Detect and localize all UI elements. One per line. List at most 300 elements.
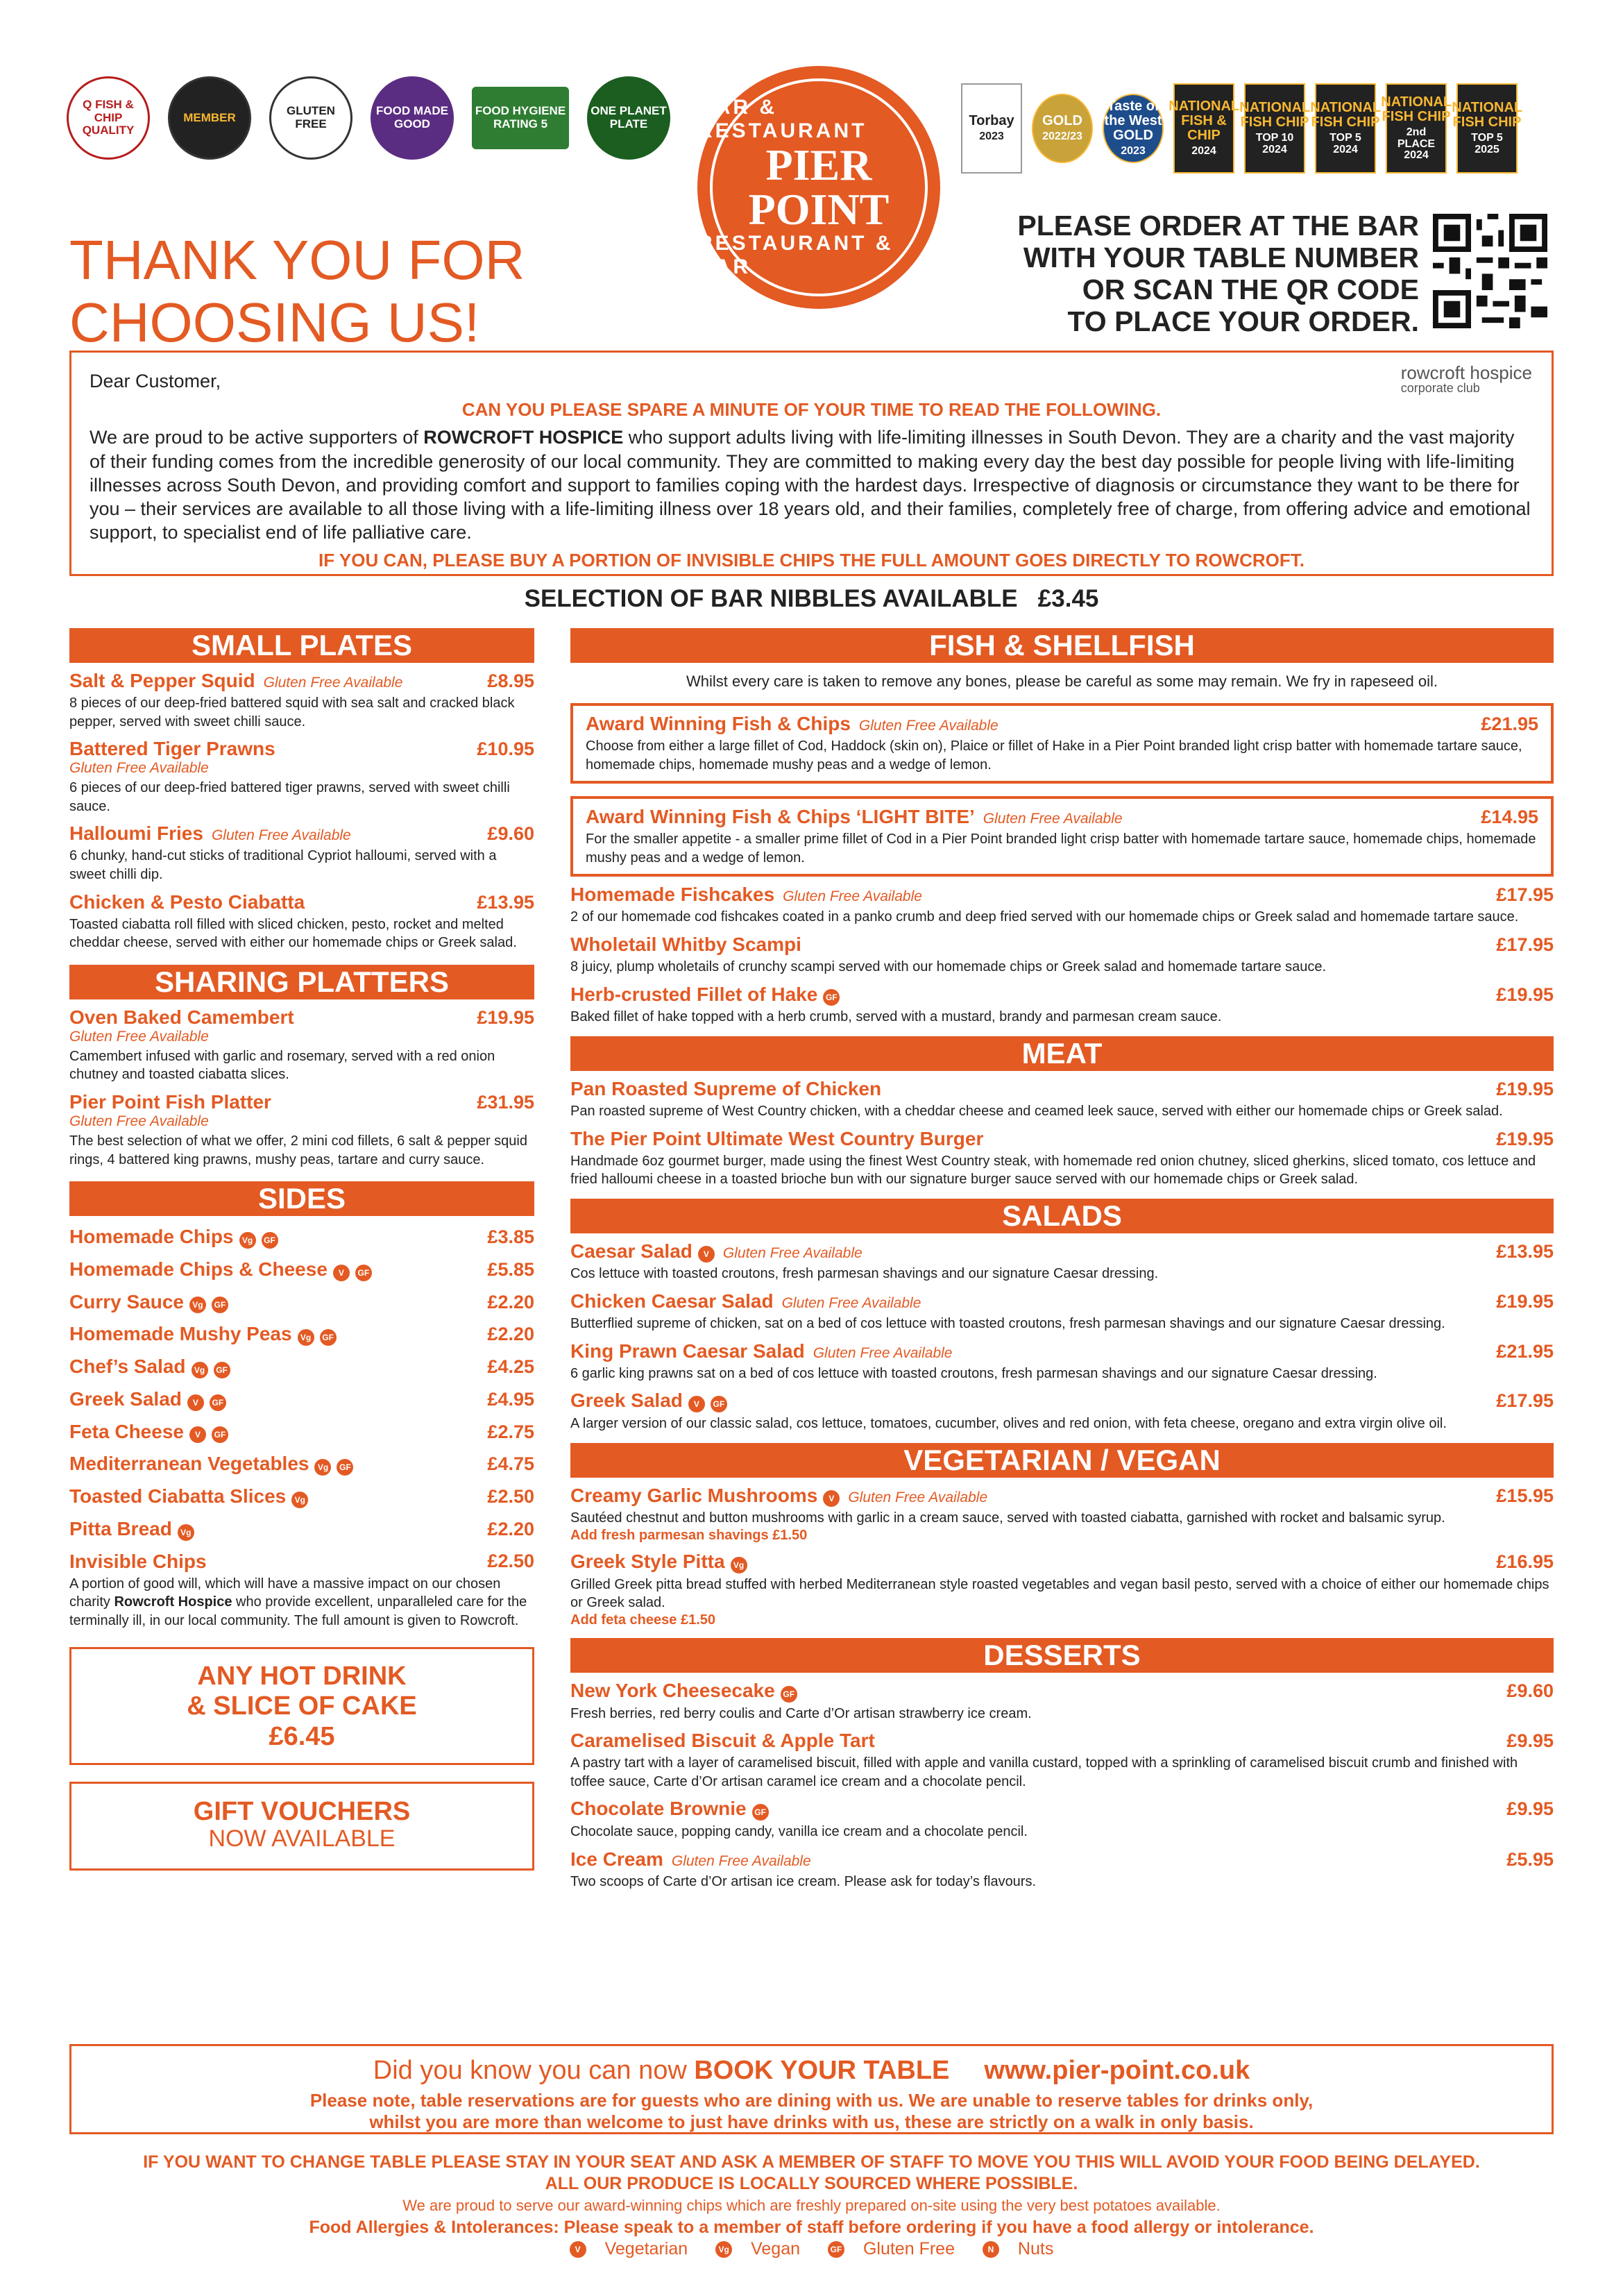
- booking-note-2: whilst you are more than welcome to just have drinks with us, these are strictly on a walk in only basis.: [369, 2111, 1254, 2133]
- footer-line-2: ALL OUR PRODUCE IS LOCALLY SOURCED WHERE POSSIBLE.: [545, 2174, 1078, 2194]
- item-desc: 6 garlic king prawns sat on a bed of cos lettuce with toasted croutons, fresh parmesan shavings and our signature Caesar dressing.: [570, 1365, 1377, 1381]
- item-row: [69, 891, 534, 913]
- rowcroft-name: rowcroft hospice: [1400, 362, 1532, 383]
- item-title: [570, 1078, 881, 1100]
- gf-icon: GF: [752, 1804, 769, 1821]
- vg-icon: Vg: [715, 2241, 732, 2258]
- item-title: [570, 1848, 811, 1871]
- item-row: [570, 1798, 1554, 1821]
- pier-point-logo: [697, 66, 940, 309]
- item-name: Pan Roasted Supreme of Chicken: [570, 1077, 882, 1099]
- gold-award-badge: GOLD 2022/23: [1032, 94, 1093, 163]
- gf-note: Gluten Free Available: [69, 760, 209, 777]
- item-price: £17.95: [1496, 934, 1554, 955]
- item-price: £19.95: [1496, 1291, 1554, 1312]
- item-name: Caesar Salad: [570, 1240, 692, 1262]
- item-desc: Butterflied supreme of chicken, sat on a bed of cos lettuce with toasted croutons, fresh parmesan shavings and our signature Caesar dressing.: [570, 1316, 1445, 1332]
- v-icon: V: [698, 1246, 715, 1263]
- legend-item: [708, 2239, 807, 2259]
- gf-icon: GF: [210, 1394, 226, 1411]
- item-row: [69, 1091, 534, 1113]
- item-name: Homemade Chips: [69, 1226, 234, 1248]
- item-name: Greek Style Pitta: [570, 1550, 725, 1572]
- item-row: [570, 1848, 1554, 1871]
- menu-item: [570, 934, 1554, 977]
- v-icon: V: [333, 1265, 350, 1281]
- order-instructions: [951, 210, 1419, 338]
- item-row: [570, 1680, 1554, 1703]
- side-title: [69, 1291, 228, 1314]
- menu-item: [570, 1730, 1554, 1791]
- item-desc: The best selection of what we offer, 2 mini cod fillets, 6 salt & pepper squid rings, 4 battered king prawns, mushy peas, tartare and curry sauce.: [69, 1133, 527, 1167]
- item-desc: Cos lettuce with toasted croutons, fresh parmesan shavings and our signature Caesar dressing.: [570, 1266, 1159, 1282]
- gf-icon: GF: [212, 1426, 228, 1443]
- item-row: [570, 1485, 1554, 1508]
- item-name: Chicken Caesar Salad: [570, 1290, 774, 1312]
- right-column: [570, 628, 1554, 1891]
- menu-item: [570, 984, 1554, 1027]
- item-title: [69, 1091, 271, 1113]
- desserts-list: [570, 1680, 1554, 1891]
- gf-icon: GF: [355, 1265, 372, 1281]
- section-fish-shellfish: FISH & SHELLFISH: [570, 628, 1554, 663]
- gf-icon: GF: [212, 1297, 228, 1313]
- item-price: £19.95: [1496, 984, 1554, 1005]
- item-desc: 6 chunky, hand-cut sticks of traditional Cypriot halloumi, served with a sweet chilli dip.: [69, 848, 497, 882]
- menu-item: [570, 1290, 1554, 1333]
- rowcroft-sub: corporate club: [1400, 381, 1480, 395]
- item-name: Feta Cheese: [69, 1420, 184, 1442]
- dietary-legend: [0, 2239, 1623, 2259]
- gf-icon: GF: [214, 1362, 230, 1378]
- side-item: [69, 1453, 534, 1476]
- n-icon: N: [983, 2241, 999, 2258]
- item-price: £2.50: [487, 1551, 534, 1572]
- item-title: [570, 1485, 987, 1508]
- item-title: [570, 1240, 863, 1263]
- item-price: £21.95: [1496, 1340, 1554, 1362]
- side-item: [69, 1485, 534, 1508]
- vg-icon: Vg: [239, 1232, 256, 1249]
- booking-box: Did you know you can now BOOK YOUR TABLE www.pier-point.co.uk Please note, table reservations are for guests who are dining with us. We are unable to reserve tables for drinks only, whilst you are more than welcome to just have drinks with us, these are strictly on a walk in only basis.: [69, 2044, 1554, 2134]
- item-desc: Toasted ciabatta roll filled with sliced chicken, pesto, rocket and melted cheddar cheese, served with either our homemade chips or Greek salad.: [69, 916, 517, 951]
- legend-label: Vegan: [746, 2238, 801, 2259]
- item-title: [570, 1340, 952, 1362]
- item-price: £19.95: [477, 1006, 534, 1028]
- side-item: [69, 1226, 534, 1249]
- item-row: [69, 670, 534, 692]
- item-price: £21.95: [1481, 714, 1538, 734]
- item-desc: 8 pieces of our deep-fried battered squid with sea salt and cracked black pepper, served with sweet chilli sauce.: [69, 695, 515, 729]
- footer-line-1: IF YOU WANT TO CHANGE TABLE PLEASE STAY IN YOUR SEAT AND ASK A MEMBER OF STAFF TO MOVE YOU THIS WILL AVOID YOUR FOOD BEING DELAYED.: [143, 2152, 1480, 2172]
- item-name: Wholetail Whitby Scampi: [570, 933, 801, 955]
- charity-notice: [69, 351, 1554, 576]
- side-title: [69, 1551, 207, 1573]
- item-price: £15.95: [1496, 1485, 1554, 1506]
- item-title: [570, 1290, 921, 1312]
- menu-item: [570, 1128, 1554, 1189]
- item-price: £16.95: [1496, 1551, 1554, 1572]
- gift-voucher-promo: GIFT VOUCHERS NOW AVAILABLE: [69, 1782, 534, 1871]
- v-icon: V: [189, 1426, 206, 1443]
- order-line: WITH YOUR TABLE NUMBER: [1023, 241, 1419, 273]
- vg-icon: Vg: [314, 1459, 331, 1476]
- item-price: £4.25: [487, 1356, 534, 1378]
- item-row: [570, 1730, 1554, 1752]
- menu-item: [570, 1551, 1554, 1628]
- menu-item: [69, 670, 534, 731]
- item-title: [570, 1680, 797, 1703]
- item-title: [69, 891, 305, 913]
- national-fish-chip-badge-1: NATIONAL FISH & CHIP 2024: [1173, 83, 1234, 174]
- item-title: [570, 1551, 747, 1573]
- item-price: £9.60: [487, 823, 534, 845]
- fish-note: Whilst every care is taken to remove any bones, please be careful as some may remain. We fry in rapeseed oil.: [686, 673, 1438, 690]
- item-price: £17.95: [1496, 884, 1554, 906]
- item-name: Ice Cream: [570, 1848, 663, 1870]
- qr-code-icon[interactable]: [1433, 214, 1547, 328]
- legend-item: [563, 2239, 695, 2259]
- logo-bottom-text: RESTAURANT & BAR: [697, 232, 894, 278]
- gf-note: Gluten Free Available: [983, 811, 1123, 827]
- footer-line-3: We are proud to serve our award-winning chips which are freshly prepared on-site using the very best potatoes available.: [402, 2196, 1221, 2214]
- item-price: £5.95: [1506, 1848, 1554, 1870]
- side-item: [69, 1388, 534, 1411]
- item-name: Halloumi Fries: [69, 822, 203, 845]
- menu-item: [570, 884, 1554, 927]
- award-fish-box: [570, 703, 1554, 784]
- item-desc: Handmade 6oz gourmet burger, made using the finest West Country steak, with homemade red onion chutney, sliced gherkins, sliced tomato, cos lettuce and fried halloumi cheese in a toasted brioche bun with our signature burger sauce served with our homemade chips or Greek salad.: [570, 1153, 1536, 1188]
- item-price: £2.20: [487, 1291, 534, 1312]
- gf-note: Gluten Free Available: [263, 675, 403, 691]
- item-price: £4.75: [487, 1453, 534, 1475]
- item-addon: Add fresh parmesan shavings £1.50: [570, 1527, 808, 1543]
- legend-item: [976, 2239, 1060, 2259]
- gf-note: Gluten Free Available: [211, 827, 351, 844]
- national-fish-chip-badge-4: NATIONAL FISH CHIP 2nd PLACE 2024: [1386, 83, 1447, 174]
- section-salads: SALADS: [570, 1199, 1554, 1233]
- vg-icon: Vg: [189, 1297, 206, 1313]
- item-price: £4.95: [487, 1388, 534, 1410]
- rowcroft-logo: [1401, 364, 1532, 394]
- footer: [0, 2152, 1623, 2259]
- item-name: Chef’s Salad: [69, 1356, 186, 1378]
- booking-note-1: Please note, table reservations are for guests who are dining with us. We are unable to reserve tables for drinks only,: [309, 2090, 1314, 2111]
- side-item: [69, 1323, 534, 1346]
- item-price: £13.95: [1496, 1240, 1554, 1262]
- gf-icon: GF: [320, 1329, 337, 1346]
- item-name: Battered Tiger Prawns: [69, 738, 275, 760]
- section-vegetarian-vegan: VEGETARIAN / VEGAN: [570, 1443, 1554, 1478]
- item-price: £9.60: [1506, 1680, 1554, 1701]
- item-desc: Sautéed chestnut and button mushrooms with garlic in a cream sauce, served with toasted ciabatta, garnished with rocket and balsamic syrup.: [570, 1510, 1445, 1526]
- item-price: £13.95: [477, 891, 534, 913]
- gf-icon: GF: [823, 989, 840, 1006]
- sharing-list: [69, 1006, 534, 1169]
- side-title: [69, 1518, 194, 1541]
- award-badges-left: [67, 76, 670, 160]
- logo-brand-line2: POINT: [748, 185, 890, 234]
- national-fish-chip-badge-5: NATIONAL FISH CHIP TOP 5 2025: [1456, 83, 1518, 174]
- item-name: Homemade Mushy Peas: [69, 1323, 292, 1345]
- gf-note: Gluten Free Available: [783, 888, 922, 905]
- menu-item: [69, 891, 534, 952]
- vg-icon: Vg: [178, 1524, 194, 1541]
- item-price: £9.95: [1506, 1798, 1554, 1820]
- notice-body: We are proud to be active supporters of ROWCROFT HOSPICE who support adults living with life-limiting illnesses in South Devon. They are a charity and the vast majority of their funding comes from the incredible generosity of our local community. They are committed to making every day the best day possible for people living with life-limiting illnesses across South Devon, and providing comfort and support to families coping with the hardest days. Irrespective of diagnosis or circumstance they want to be there for you – their services are available to all those living with a life-limiting illness over 18 years old, and their families, completely free of charge, from offering advice and emotional support, to specialist end of life palliative care.: [90, 427, 1531, 543]
- menu-item: [570, 1340, 1554, 1383]
- item-title: [570, 1128, 983, 1150]
- legend-label: Gluten Free: [858, 2238, 955, 2259]
- item-desc: A larger version of our classic salad, cos lettuce, tomatoes, cucumber, olives and red onion, with feta cheese, oregano and extra virgin olive oil.: [570, 1416, 1447, 1432]
- gf-icon: GF: [828, 2241, 844, 2258]
- one-planet-plate-badge: ONE PLANET PLATE: [587, 76, 670, 160]
- item-desc: 8 juicy, plump wholetails of crunchy scampi served with our homemade chips or Greek salad and homemade tartare sauce.: [570, 959, 1327, 974]
- national-fish-chip-badge-2: NATIONAL FISH CHIP TOP 10 2024: [1244, 83, 1305, 174]
- gf-note: Gluten Free Available: [69, 1113, 209, 1129]
- item-title: [570, 1798, 769, 1821]
- item-title: [570, 884, 922, 906]
- gf-note: Gluten Free Available: [848, 1489, 988, 1505]
- item-name: Curry Sauce: [69, 1290, 184, 1312]
- item-desc: Camembert infused with garlic and rosemary, served with a red onion chutney and toasted ciabatta slices.: [69, 1048, 495, 1083]
- salads-list: [570, 1240, 1554, 1433]
- menu-item: [69, 1091, 534, 1169]
- side-item: [69, 1258, 534, 1281]
- item-desc: Chocolate sauce, popping candy, vanilla ice cream and a chocolate pencil.: [570, 1824, 1028, 1840]
- menu-item: [570, 1078, 1554, 1121]
- food-made-good-badge: FOOD MADE GOOD: [371, 76, 454, 160]
- item-name: Oven Baked Camembert: [69, 1006, 294, 1028]
- item-title: [69, 738, 275, 760]
- veg-list: [570, 1485, 1554, 1628]
- website-link[interactable]: www.pier-point.co.uk: [984, 2056, 1250, 2085]
- footer-line-4: Food Allergies & Intolerances: Please speak to a member of staff before ordering if you have a food allergy or intolerance.: [309, 2217, 1314, 2237]
- item-desc: A pastry tart with a layer of caramelised biscuit, filled with apple and vanilla custard, topped with a sprinkling of caramelised biscuit crumb and finished with toffee sauce, Carte d’Or artisan caramel ice cream and a chocolate pencil.: [570, 1755, 1518, 1789]
- item-name: Chocolate Brownie: [570, 1798, 747, 1820]
- v-icon: V: [570, 2241, 586, 2258]
- gf-icon: GF: [711, 1396, 727, 1412]
- item-name: New York Cheesecake: [570, 1679, 775, 1701]
- side-title: [69, 1421, 228, 1444]
- item-name: Award Winning Fish & Chips ‘LIGHT BITE’: [586, 806, 975, 828]
- notice-heading: CAN YOU PLEASE SPARE A MINUTE OF YOUR TIME TO READ THE FOLLOWING.: [461, 399, 1162, 421]
- item-title: [570, 984, 840, 1006]
- item-price: £10.95: [477, 738, 534, 760]
- order-line: TO PLACE YOUR ORDER.: [1067, 305, 1419, 337]
- left-column: [69, 628, 534, 1871]
- gf-icon: GF: [781, 1686, 797, 1703]
- item-name: Award Winning Fish & Chips: [586, 713, 851, 734]
- item-desc: For the smaller appetite - a smaller prime fillet of Cod in a Pier Point branded light crisp batter with homemade tartare sauce, homemade chips, homemade mushy peas and a wedge of lemon.: [586, 832, 1536, 866]
- item-row: [570, 1078, 1554, 1100]
- item-row: [69, 822, 534, 845]
- item-name: Chicken & Pesto Ciabatta: [69, 890, 305, 913]
- menu-item: [570, 1485, 1554, 1544]
- sides-list: [69, 1226, 534, 1573]
- item-name: Toasted Ciabatta Slices: [69, 1485, 287, 1508]
- notice-footer: IF YOU CAN, PLEASE BUY A PORTION OF INVISIBLE CHIPS THE FULL AMOUNT GOES DIRECTLY TO ROWCROFT.: [318, 549, 1305, 571]
- section-sharing-platters: SHARING PLATTERS: [69, 965, 534, 999]
- item-desc: Pan roasted supreme of West Country chicken, with a cheddar cheese and ceamed leek sauce, served with either our homemade chips or Greek salad.: [570, 1103, 1503, 1119]
- gf-note: Gluten Free Available: [671, 1852, 811, 1869]
- menu-item: [570, 1240, 1554, 1283]
- fish-list: [570, 884, 1554, 1027]
- logo-brand-line1: PIER: [765, 140, 872, 189]
- item-row: [570, 1290, 1554, 1312]
- item-price: £2.20: [487, 1518, 534, 1539]
- side-title: [69, 1356, 230, 1378]
- side-title: [69, 1226, 278, 1249]
- menu-item: [69, 822, 534, 884]
- item-price: £2.75: [487, 1421, 534, 1442]
- side-item: [69, 1518, 534, 1541]
- item-price: £3.85: [487, 1226, 534, 1247]
- meat-list: [570, 1078, 1554, 1189]
- menu-item: [570, 1848, 1554, 1891]
- item-name: Homemade Fishcakes: [570, 884, 775, 906]
- item-price: £31.95: [477, 1091, 534, 1113]
- item-name: Salt & Pepper Squid: [69, 670, 255, 691]
- menu-item: [570, 1390, 1554, 1433]
- gf-note: Gluten Free Available: [781, 1295, 921, 1312]
- item-name: Invisible Chips: [69, 1550, 207, 1572]
- legend-label: Nuts: [1012, 2238, 1054, 2259]
- taste-of-west-badge: Taste of the West GOLD 2023: [1103, 94, 1164, 163]
- award-badges-right: [961, 83, 1523, 174]
- side-item: [69, 1291, 534, 1314]
- item-price: £5.85: [487, 1258, 534, 1280]
- section-sides: SIDES: [69, 1181, 534, 1216]
- item-name: Pier Point Fish Platter: [69, 1090, 271, 1113]
- item-desc: Fresh berries, red berry coulis and Carte d’Or artisan strawberry ice cream.: [570, 1705, 1032, 1721]
- item-desc: Two scoops of Carte d’Or artisan ice cream. Please ask for today’s flavours.: [570, 1873, 1037, 1889]
- v-icon: V: [187, 1394, 204, 1411]
- menu-item: [570, 1798, 1554, 1841]
- item-title: [570, 934, 801, 956]
- item-title: [69, 822, 351, 845]
- vg-icon: Vg: [731, 1557, 747, 1573]
- item-row: [570, 1340, 1554, 1362]
- item-row: [570, 934, 1554, 956]
- vg-icon: Vg: [192, 1362, 208, 1378]
- section-meat: MEAT: [570, 1036, 1554, 1071]
- item-name: The Pier Point Ultimate West Country Burger: [570, 1127, 984, 1149]
- torbay-award-badge: Torbay 2023: [961, 83, 1022, 174]
- item-price: £2.20: [487, 1324, 534, 1345]
- item-desc: 2 of our homemade cod fishcakes coated in a panko crumb and deep fried served with our homemade chips or Greek salad and homemade tartare sauce.: [570, 909, 1519, 925]
- item-row: [570, 1551, 1554, 1573]
- item-name: Greek Salad: [570, 1390, 683, 1412]
- quality-badge: Q FISH & CHIP QUALITY: [67, 76, 150, 160]
- item-price: £2.50: [487, 1486, 534, 1508]
- item-name: Greek Salad: [69, 1387, 182, 1410]
- item-name: Mediterranean Vegetables: [69, 1453, 309, 1475]
- gf-note: Gluten Free Available: [813, 1344, 953, 1361]
- gf-note: Gluten Free Available: [722, 1244, 863, 1261]
- side-item: [69, 1551, 534, 1573]
- side-title: [69, 1453, 353, 1476]
- gf-icon: GF: [262, 1232, 278, 1249]
- item-price: £9.95: [1506, 1730, 1554, 1752]
- item-name: Homemade Chips & Cheese: [69, 1258, 328, 1280]
- v-icon: V: [688, 1396, 705, 1412]
- legend-label: Vegetarian: [600, 2238, 688, 2259]
- section-small-plates: SMALL PLATES: [69, 628, 534, 663]
- thanks-line-1: THANK YOU FOR: [69, 229, 525, 291]
- thanks-line-2: CHOOSING US!: [69, 292, 480, 354]
- item-name: Caramelised Biscuit & Apple Tart: [570, 1730, 875, 1752]
- side-title: [69, 1485, 308, 1508]
- light-bite-box: [570, 796, 1554, 877]
- item-desc: 6 pieces of our deep-fried battered tiger prawns, served with sweet chilli sauce.: [69, 780, 510, 814]
- menu-item: [69, 738, 534, 816]
- side-title: [69, 1258, 372, 1281]
- gf-note: Gluten Free Available: [69, 1028, 209, 1045]
- menu-item: [69, 1006, 534, 1084]
- side-item: [69, 1356, 534, 1378]
- side-title: [69, 1323, 337, 1346]
- gf-icon: GF: [337, 1459, 353, 1476]
- bar-nibbles: SELECTION OF BAR NIBBLES AVAILABLE £3.45: [524, 585, 1099, 612]
- item-row: [570, 884, 1554, 906]
- national-fish-chip-badge-3: NATIONAL FISH CHIP TOP 5 2024: [1315, 83, 1376, 174]
- item-name: Creamy Garlic Mushrooms: [570, 1484, 818, 1506]
- member-badge: MEMBER: [168, 76, 251, 160]
- vg-icon: Vg: [298, 1329, 314, 1346]
- thank-you-heading: [69, 229, 525, 355]
- vg-icon: Vg: [291, 1492, 308, 1508]
- small-plates-list: [69, 670, 534, 952]
- item-name: King Prawn Caesar Salad: [570, 1340, 805, 1362]
- order-line: OR SCAN THE QR CODE: [1082, 273, 1419, 305]
- item-name: Herb-crusted Fillet of Hake: [570, 983, 818, 1005]
- item-row: [570, 1390, 1554, 1412]
- item-title: [570, 1730, 875, 1752]
- invisible-chips-desc: A portion of good will, which will have a massive impact on our chosen charity Rowcroft Hospice who provide excellent, unparalleled care for the terminally ill, in our local community. The full amount is given to Rowcroft.: [69, 1576, 527, 1628]
- item-price: £17.95: [1496, 1390, 1554, 1412]
- order-line: PLEASE ORDER AT THE BAR: [1017, 210, 1419, 242]
- item-addon: Add feta cheese £1.50: [570, 1612, 715, 1628]
- item-desc: Baked fillet of hake topped with a herb crumb, served with a mustard, brandy and parmesan cream sauce.: [570, 1009, 1222, 1025]
- item-title: [570, 1390, 727, 1412]
- gf-note: Gluten Free Available: [858, 718, 999, 734]
- item-price: £14.95: [1481, 807, 1538, 828]
- item-name: Pitta Bread: [69, 1518, 172, 1540]
- greeting: Dear Customer,: [90, 371, 221, 391]
- item-row: [570, 1240, 1554, 1263]
- side-title: [69, 1388, 226, 1411]
- item-title: [69, 670, 402, 692]
- side-item: [69, 1421, 534, 1444]
- v-icon: V: [823, 1490, 840, 1507]
- hot-drink-promo: ANY HOT DRINK & SLICE OF CAKE £6.45: [69, 1647, 534, 1765]
- legend-item: [821, 2239, 962, 2259]
- menu-item: [570, 1680, 1554, 1723]
- logo-top-text: BAR & RESTAURANT: [697, 96, 867, 142]
- item-row: [69, 1006, 534, 1029]
- item-title: [69, 1006, 294, 1029]
- item-row: [570, 984, 1554, 1006]
- item-row: [69, 738, 534, 760]
- gluten-free-badge: GLUTEN FREE: [269, 76, 352, 160]
- item-desc: Grilled Greek pitta bread stuffed with herbed Mediterranean style roasted vegetables and vegan basil pesto, served with a choice of either our homemade chips or Greek salad.: [570, 1576, 1549, 1611]
- item-price: £19.95: [1496, 1128, 1554, 1149]
- food-hygiene-badge: FOOD HYGIENE RATING 5: [472, 87, 569, 149]
- item-price: £19.95: [1496, 1078, 1554, 1099]
- item-price: £8.95: [487, 670, 534, 691]
- item-desc: Choose from either a large fillet of Cod, Haddock (skin on), Plaice or fillet of Hake in a Pier Point branded light crisp batter with homemade tartare sauce, homemade chips, homemade mushy peas and a wedge of lemon.: [586, 738, 1522, 773]
